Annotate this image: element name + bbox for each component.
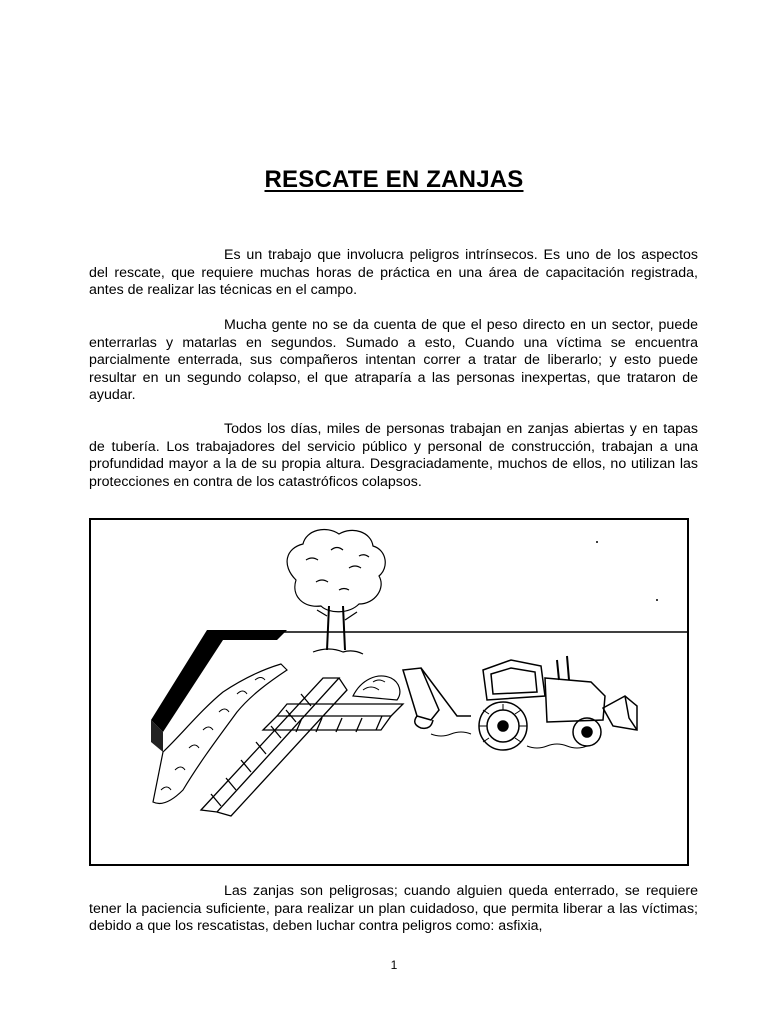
paragraph-3: Todos los días, miles de personas trabajan en zanjas abiertas y en tapas de tubería. Los trabajadores del servicio público y personal de construcción, trabajan a una profundidad mayor a la de su propia altura. Desgraciadamente, muchos de ellos, no utilizan las protecciones en contra de los catastróficos colapsos. <box>89 421 698 490</box>
spoil-pile <box>151 630 287 732</box>
trench-scene-drawing <box>91 520 687 864</box>
page-number: 1 <box>390 958 398 972</box>
tree-icon <box>287 529 385 654</box>
trench-illustration <box>89 518 689 866</box>
paragraph-1: Es un trabajo que involucra peligros intrínsecos. Es uno de los aspectos del rescate, que requiere muchas horas de práctica en una área de capacitación registrada, antes de realizar las técnicas en el campo. <box>89 247 698 298</box>
paragraph-4: Las zanjas son peligrosas; cuando alguien queda enterrado, se requiere tener la paciencia suficiente, para realizar un plan cuidadoso, que permita liberar a las víctimas; debido a que los rescatistas, deben luchar contra peligros como: asfixia, <box>89 883 698 934</box>
paragraph-2: Mucha gente no se da cuenta de que el peso directo en un sector, puede enterrarlas y matarlas en segundos. Sumado a esto, Cuando una víctima se encuentra parcialmente enterrada, sus compañeros intentan correr a tratar de liberarlo; y esto puede resultar en un segundo colapso, el que atraparía a las personas inexpertas, que trataron de ayudar. <box>89 317 698 403</box>
document-title: RESCATE EN ZANJAS <box>264 166 524 193</box>
trench <box>201 678 403 816</box>
